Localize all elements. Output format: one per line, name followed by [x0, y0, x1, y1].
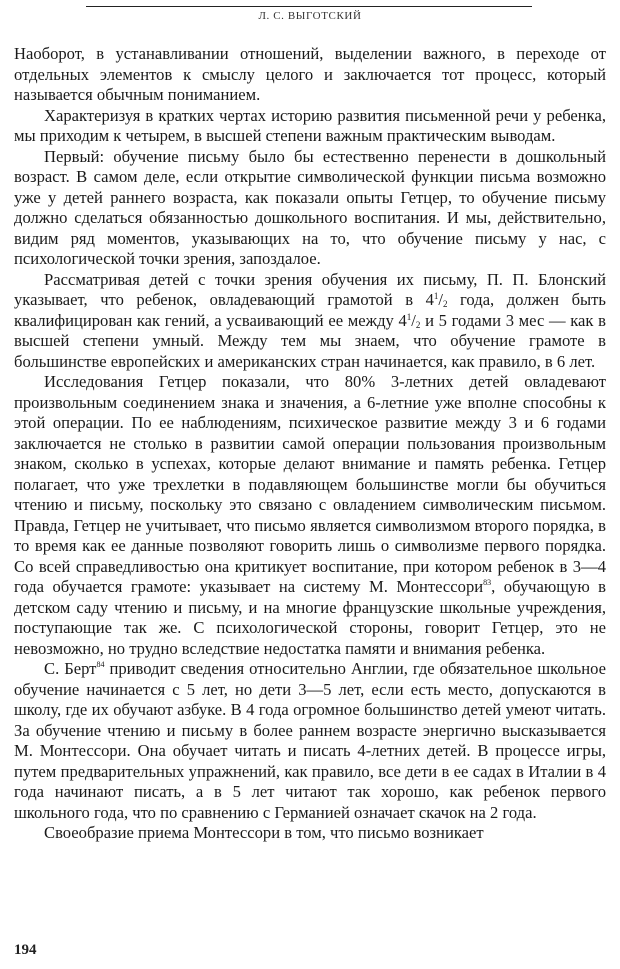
running-head: Л. С. ВЫГОТСКИЙ	[258, 10, 362, 22]
body-text	[14, 44, 606, 844]
fraction-denominator: 2	[415, 319, 421, 330]
paragraph-5-part-b: , обучающую в детском саду чтению и письму, и на многие французские школьные учреждения, поступающие так же. С психологической стороны, говорит Гетцер, это не невозможно, но трудно вследствие недостатка памяти и внимания ребенка.	[14, 577, 607, 658]
footnote-ref-84[interactable]: 84	[96, 660, 105, 669]
header-rule	[86, 6, 532, 7]
paragraph-7: Своеобразие приема Монтессори в том, что письмо возникает	[44, 823, 484, 842]
paragraph-4-part-b: года, должен быть квалифицирован как гений, а усваивающий ее между 4	[14, 290, 606, 330]
paragraph-5	[14, 372, 606, 659]
paragraph-6	[14, 659, 606, 823]
fraction-one-half: $^1/_2$	[433, 290, 448, 309]
paragraph-6-part-a: С. Берт	[44, 659, 97, 678]
paragraph-4-part-c: и 5 годами 3 мес — как в высшей степени умный. Между тем мы знаем, что обучение грамоте в большинстве европейских и американских стран начинается, как правило, в 6 лет.	[14, 310, 606, 371]
paragraph-5-part-a: Исследования Гетцер показали, что 80% 3-летних детей овладевают произвольным соединением знака и значения, а 6-летние уже вполне способны к этой операции. По ее наблюдениям, психическое развитие между 3 и 6 годами заключается не столько в развитии самой операции пользования произвольным знаком, сколько в успехах, которые делают внимание и память ребенка. Гетцер полагает, что уже трехлетки в подавляющем большинстве могли бы обучиться чтению и письму, поскольку это связано с овладением символическим письмом. Правда, Гетцер не учитывает, что письмо является символизмом второго порядка, в то время как ее данные позволяют говорить лишь о символизме первого порядка. Со всей справедливостью она критикует воспитание, при котором ребенок в 3—4 года обучается грамоте: указывает на систему М. Монтессори	[14, 372, 606, 596]
paragraph-4	[14, 270, 606, 373]
fraction-numerator: 1	[406, 311, 412, 322]
paragraph-6-part-b: приводит сведения относительно Англии, где обязательное школьное обучение начинается с 5 лет, но дети 3—5 лет, если есть место, допускаются в школу, где их обучают азбуке. В 4 года огромное большинство детей умеют читать. За обучение чтению и письму в более раннем возрасте энергично высказывается М. Монтессори. Она обучает читать и писать 4-летних детей. В процессе игры, путем предварительных упражнений, как правило, все дети в ее садах в Италии в 4 года начинают писать, а в 5 лет читают так хорошо, как ребенок первого школьного года, что по сравнению с Германией означает скачок на 2 года.	[14, 659, 606, 822]
fraction-numerator: 1	[433, 291, 439, 301]
fraction-denominator: 2	[443, 299, 448, 309]
paragraph-3: Первый: обучение письму было бы естественно перенести в дошкольный возраст. В самом деле, если открытие символической функции письма возможно уже у детей раннего возраста, как показали опыты Гетцер, то обучение письму должно сделаться обязанностью дошкольного воспитания. И мы, действительно, видим ряд моментов, указывающих на то, что обучение письму у нас, с психологической точки зрения, запоздалое.	[14, 146, 606, 268]
fraction-one-half: $^1/_2$	[406, 310, 421, 330]
page-number: 194	[14, 942, 37, 958]
paragraph-1: Наоборот, в устанавливании отношений, выделении важного, в переходе от отдельных элементов к смыслу целого и заключается тот процесс, который называется обычным пониманием.	[14, 44, 606, 104]
paragraph-4-part-a: Рассматривая детей с точки зрения обучения их письму, П. П. Блонский указывает, что ребенок, овладевающий грамотой в 4	[14, 269, 606, 309]
paragraph-2: Характеризуя в кратких чертах историю развития письменной речи у ребенка, мы приходим к четырем, в высшей степени важным практическим выводам.	[14, 105, 606, 145]
footnote-ref-83[interactable]: 83	[483, 578, 492, 587]
